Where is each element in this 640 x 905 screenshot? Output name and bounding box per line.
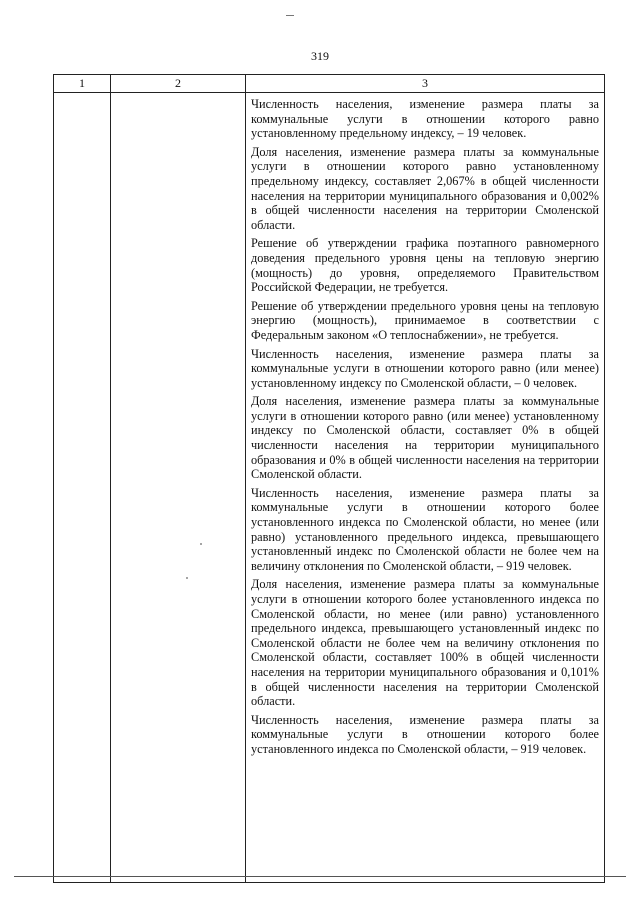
scan-mark bbox=[286, 15, 294, 16]
paragraph: Доля населения, изменение размера платы за коммунальные услуги в отношении которого равно установленному предельному индексу, составляет 2,067% в общей численности населения на территории муниципального образования и 0,002% в общей численности населения на территории Смоленской области. bbox=[251, 144, 599, 232]
column-header-1: 1 bbox=[54, 75, 111, 93]
paragraph: Доля населения, изменение размера платы за коммунальные услуги в отношении которого равно (или менее) установленному индексу по Смоленской области, составляет 0% в общей численности населения на территории муниципального образования и 0% в общей численности населения на территории Смоленской области. bbox=[251, 394, 599, 482]
table-header-row bbox=[54, 75, 605, 93]
paragraph: Численность населения, изменение размера платы за коммунальные услуги в отношении которого более установленного индекса по Смоленской области, но менее (или равно) установленного предельного индекса, превышающего установленный индекс по Смоленской области не более чем на величину отклонения по Смоленской области, – 919 человек. bbox=[251, 485, 599, 573]
scan-speck bbox=[186, 577, 188, 579]
paragraph: Решение об утверждении графика поэтапного равномерного доведения предельного уровня цены на тепловую энергию (мощность) до уровня, определяемого Правительством Российской Федерации, не требуется. bbox=[251, 236, 599, 295]
paragraph: Численность населения, изменение размера платы за коммунальные услуги в отношении которого равно (или менее) установленному индексу по Смоленской области, – 0 человек. bbox=[251, 346, 599, 390]
cell-column-1 bbox=[54, 93, 111, 883]
column-header-3: 3 bbox=[246, 75, 605, 93]
column-header-2: 2 bbox=[111, 75, 246, 93]
paragraph: Доля населения, изменение размера платы за коммунальные услуги в отношении которого более установленного индекса по Смоленской области, но менее (или равно) установленного предельного индекса, превышающего установленный индекс по Смоленской области не более чем на величину отклонения по Смоленской области, составляет 100% в общей численности населения на территории муниципального образования и 0,101% в общей численности населения на территории Смоленской области. bbox=[251, 577, 599, 709]
paragraph: Численность населения, изменение размера платы за коммунальные услуги в отношении которого более установленного индекса по Смоленской области, – 919 человек. bbox=[251, 712, 599, 756]
paragraph: Численность населения, изменение размера платы за коммунальные услуги в отношении которого равно установленному предельному индексу, – 19 человек. bbox=[251, 97, 599, 141]
page-number: 319 bbox=[311, 49, 329, 63]
table-row bbox=[54, 93, 605, 883]
paragraph: Решение об утверждении предельного уровня цены на тепловую энергию (мощность), принимаемое в соответствии с Федеральным законом «О теплоснабжении», не требуется. bbox=[251, 298, 599, 342]
document-table bbox=[53, 74, 605, 883]
cell-column-3 bbox=[246, 93, 605, 883]
scan-edge-line bbox=[14, 876, 626, 877]
cell-column-2 bbox=[111, 93, 246, 883]
scan-speck bbox=[200, 543, 202, 545]
column-3-text bbox=[246, 93, 604, 757]
